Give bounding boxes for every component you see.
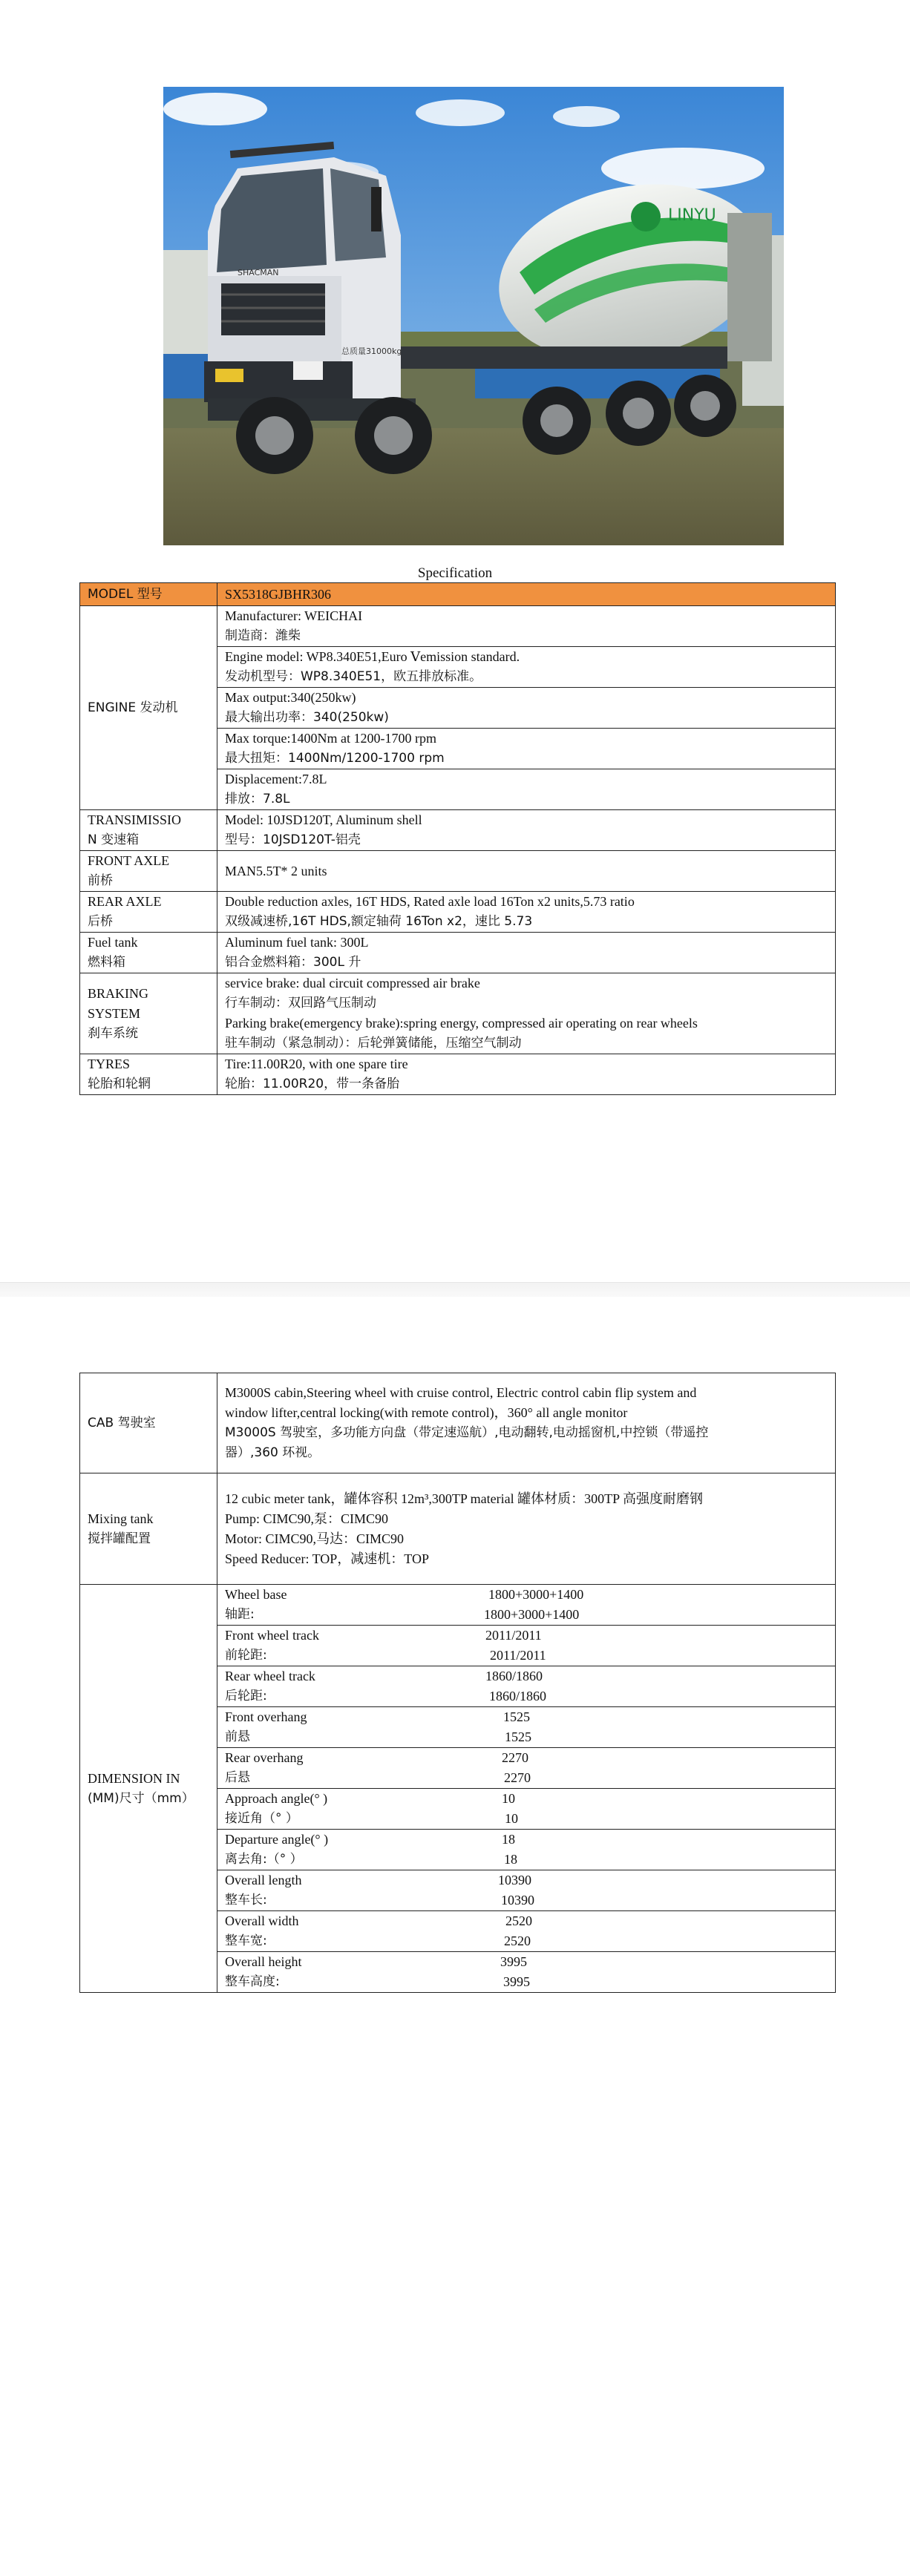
dimension-item [217, 1585, 835, 1625]
dimension-label-zh: 整车高度: [225, 1974, 280, 1989]
dimension-item [217, 1910, 835, 1951]
dimension-item [217, 1870, 835, 1910]
specification-table [79, 582, 836, 1095]
dimension-value: 3995 [503, 1974, 530, 1989]
dimension-value: 10390 [501, 1893, 534, 1908]
dimension-value: 2011/2011 [485, 1628, 542, 1643]
tyres-row [80, 1054, 836, 1095]
fuel-tank-row [80, 933, 836, 973]
dimension-item [217, 1625, 835, 1666]
dimension-label-zh: 整车长: [225, 1893, 267, 1908]
dimension-label-zh: 前轮距: [225, 1648, 267, 1663]
front-axle-value: MAN5.5T* 2 units [217, 851, 836, 892]
dimension-values [217, 1585, 836, 1993]
model-row [80, 583, 836, 606]
dimension-value: 2270 [504, 1770, 531, 1785]
tyres-label: TYRES 轮胎和轮辋 [80, 1054, 217, 1095]
configuration-table [79, 1373, 836, 1993]
engine-model: Engine model: WP8.340E51,Euro Ⅴemission standard. 发动机型号：WP8.340E51，欧五排放标准。 [217, 646, 835, 687]
mixing-tank-label: Mixing tank 搅拌罐配置 [80, 1473, 217, 1585]
dimension-item [217, 1747, 835, 1788]
dimension-value: 1800+3000+1400 [488, 1587, 584, 1602]
rear-axle-label: REAR AXLE 后桥 [80, 892, 217, 933]
dimension-item [217, 1951, 835, 1992]
tyres-value: Tire:11.00R20, with one spare tire 轮胎：11.00R20，带一条备胎 [217, 1054, 836, 1095]
cab-value: M3000S cabin,Steering wheel with cruise control, Electric control cabin flip system and window lifter,central locking(with remote control)，360° all angle monitor M3000S 驾驶室，多功能方向盘（带定速巡航）,电动翻转,电动摇窗机,中控锁（带遥控 器）,360 环视。 [217, 1373, 836, 1473]
dimension-value: 10390 [498, 1873, 531, 1887]
dimension-value: 2520 [504, 1933, 531, 1948]
concrete-mixer-truck-image [163, 87, 784, 545]
dimension-value: 1860/1860 [489, 1689, 547, 1703]
door-weight-text: 总质量31000kg [341, 346, 402, 356]
truck-photo [163, 87, 784, 545]
dimension-label: DIMENSION IN (MM)尺寸（mm） [80, 1585, 217, 1993]
dimension-label-zh: 后轮距: [225, 1689, 267, 1703]
dimension-value: 10 [502, 1791, 515, 1806]
braking-row [80, 973, 836, 1054]
dimension-label-zh: 整车宽: [225, 1933, 267, 1948]
dimension-value: 2011/2011 [490, 1648, 546, 1663]
fuel-tank-value: Aluminum fuel tank: 300L 铝合金燃料箱：300L 升 [217, 933, 836, 973]
braking-value: service brake: dual circuit compressed air brake 行车制动：双回路气压制动 Parking brake(emergency brake):spring energy, compressed air operating on rear wheels 驻车制动（紧急制动）：后轮弹簧储能，压缩空气制动 [217, 973, 836, 1054]
dimension-label-zh: 前悬 [225, 1729, 250, 1744]
model-value: SX5318GJBHR306 [217, 583, 836, 606]
dimension-value: 1525 [503, 1709, 530, 1724]
dimension-value: 18 [504, 1852, 517, 1867]
dimension-label-en: Overall length [225, 1873, 302, 1887]
dimension-label-en: Overall height [225, 1954, 302, 1969]
dimension-item [217, 1666, 835, 1706]
dimension-value: 1800+3000+1400 [484, 1607, 580, 1622]
dimension-item [217, 1706, 835, 1747]
dimension-value: 3995 [500, 1954, 527, 1969]
engine-row [80, 606, 836, 810]
dimension-label-en: Wheel base [225, 1587, 287, 1602]
front-axle-label: FRONT AXLE 前桥 [80, 851, 217, 892]
dimension-label-zh: 接近角（° ） [225, 1811, 298, 1826]
dimension-label-en: Departure angle(° ) [225, 1832, 329, 1847]
engine-torque: Max torque:1400Nm at 1200-1700 rpm 最大扭矩：1400Nm/1200-1700 rpm [217, 728, 835, 769]
page-separator [0, 1282, 910, 1298]
rear-axle-value: Double reduction axles, 16T HDS, Rated axle load 16Ton x2 units,5.73 ratio 双级减速桥,16T HDS,额定轴荷 16Ton x2，速比 5.73 [217, 892, 836, 933]
transmission-value: Model: 10JSD120T, Aluminum shell 型号：10JSD120T-铝壳 [217, 810, 836, 851]
dimension-label-en: Front overhang [225, 1709, 307, 1724]
front-axle-row [80, 851, 836, 892]
dimension-row [80, 1585, 836, 1993]
dimension-value: 18 [502, 1832, 515, 1847]
document-page-2 [0, 1297, 910, 2576]
engine-manufacturer: Manufacturer: WEICHAI 制造商：潍柴 [225, 608, 363, 643]
dimension-label-zh: 后悬 [225, 1770, 250, 1785]
mixing-tank-value: 12 cubic meter tank，罐体容积 12m³,300TP material 罐体材质：300TP 高强度耐磨钢 Pump: CIMC90,泵：CIMC90 Motor: CIMC90,马达：CIMC90 Speed Reducer: TOP，减速机：TOP [217, 1473, 836, 1585]
dimension-label-en: Overall width [225, 1913, 299, 1928]
braking-label: BRAKING SYSTEM 刹车系统 [80, 973, 217, 1054]
document-page-1 [0, 0, 910, 1282]
cab-label: CAB 驾驶室 [80, 1373, 217, 1473]
transmission-label: TRANSIMISSIO N 变速箱 [80, 810, 217, 851]
dimension-item [217, 1829, 835, 1870]
dimension-label-en: Approach angle(° ) [225, 1791, 328, 1806]
engine-output: Max output:340(250kw) 最大输出功率：340(250kw) [217, 687, 835, 728]
specification-title: Specification [417, 565, 493, 581]
dimension-label-zh: 轴距: [225, 1607, 255, 1622]
dimension-label-en: Rear wheel track [225, 1669, 315, 1683]
rear-axle-row [80, 892, 836, 933]
dimension-label-zh: 离去角:（° ） [225, 1852, 303, 1867]
fuel-tank-label: Fuel tank 燃料箱 [80, 933, 217, 973]
dimension-item [217, 1788, 835, 1829]
dimension-value: 1860/1860 [485, 1669, 543, 1683]
dimension-value: 10 [505, 1811, 518, 1826]
cab-row [80, 1373, 836, 1473]
engine-label: ENGINE 发动机 [80, 606, 217, 810]
drum-logo-text: LINYU [668, 206, 716, 225]
dimension-value: 1525 [505, 1729, 531, 1744]
cab-brand-text: SHACMAN [238, 268, 279, 277]
transmission-row [80, 810, 836, 851]
dimension-value: 2270 [502, 1750, 528, 1765]
dimension-label-en: Front wheel track [225, 1628, 319, 1643]
engine-displacement: Displacement:7.8L 排放：7.8L [217, 769, 835, 809]
model-label: MODEL 型号 [80, 583, 217, 606]
dimension-value: 2520 [505, 1913, 532, 1928]
mixing-tank-row [80, 1473, 836, 1585]
dimension-label-en: Rear overhang [225, 1750, 304, 1765]
